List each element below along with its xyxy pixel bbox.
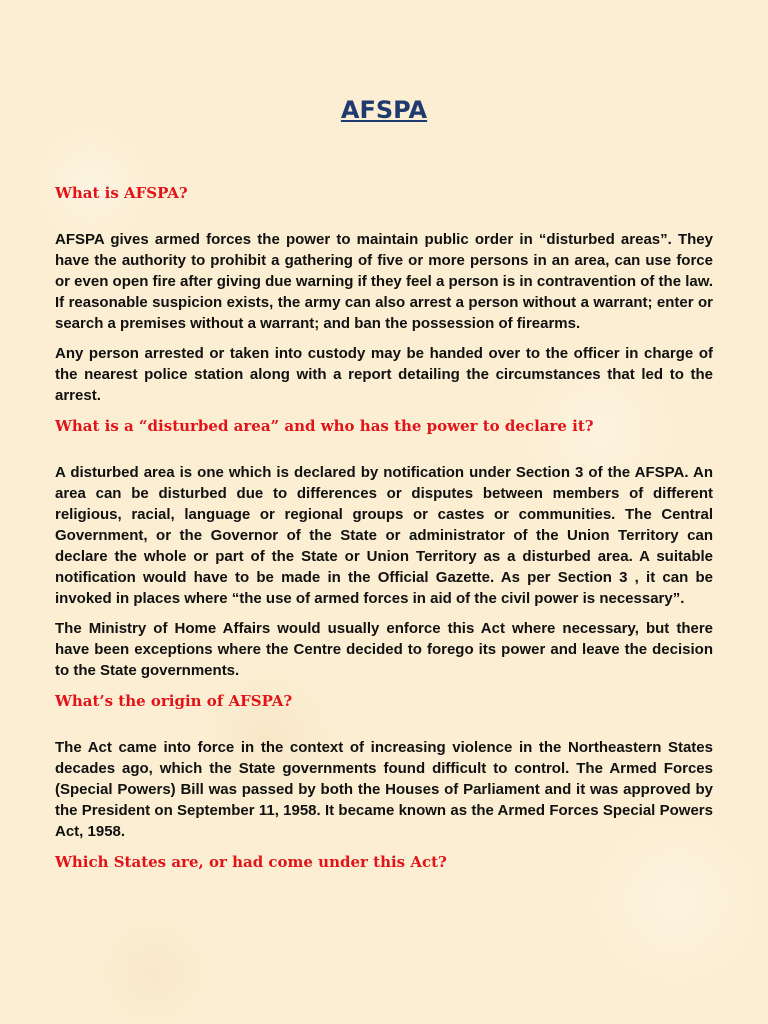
section-paragraph: The Act came into force in the context of increasing violence in the Northeastern States decades ago, which the State governments found difficult to control. The Armed Forces (Special Powers) Bill was passed by both the Houses of Parliament and it was approved by the President on September 11, 1958. It became known as the Armed Forces Special Powers Act, 1958. xyxy=(55,739,713,840)
section-states xyxy=(55,851,713,873)
section-paragraph: AFSPA gives armed forces the power to maintain public order in “disturbed areas”. They have the authority to prohibit a gathering of five or more persons in an area, can use force or even open fire after giving due warning if they feel a person is in contravention of the law. If reasonable suspicion exists, the army can also arrest a person without a warrant; enter or search a premises without a warrant; and ban the possession of firearms. xyxy=(55,231,713,332)
section-origin xyxy=(55,690,713,842)
section-paragraph: A disturbed area is one which is declared by notification under Section 3 of the AFSPA. An area can be disturbed due to differences or disputes between members of different religious, racial, language or regional groups or castes or communities. The Central Government, or the Governor of the State or administrator of the Union Territory can declare the whole or part of the State or Union Territory as a disturbed area. A suitable notification would have to be made in the Official Gazette. As per Section 3 , it can be invoked in places where “the use of armed forces in aid of the civil power is necessary”. xyxy=(55,464,713,607)
document-page xyxy=(55,92,713,873)
document-title: AFSPA xyxy=(340,96,428,124)
section-heading: Which States are, or had come under this Act? xyxy=(55,853,447,871)
section-heading: What is AFSPA? xyxy=(55,184,188,202)
section-paragraph: The Ministry of Home Affairs would usually enforce this Act where necessary, but there have been exceptions where the Centre decided to forego its power and leave the decision to the State governments. xyxy=(55,620,713,679)
section-what-is-afspa xyxy=(55,182,713,406)
section-paragraph: Any person arrested or taken into custody may be handed over to the officer in charge of the nearest police station along with a report detailing the circumstances that led to the arrest. xyxy=(55,345,713,404)
section-heading: What’s the origin of AFSPA? xyxy=(55,692,293,710)
section-heading: What is a “disturbed area” and who has the power to declare it? xyxy=(55,417,594,435)
section-disturbed-area xyxy=(55,415,713,681)
